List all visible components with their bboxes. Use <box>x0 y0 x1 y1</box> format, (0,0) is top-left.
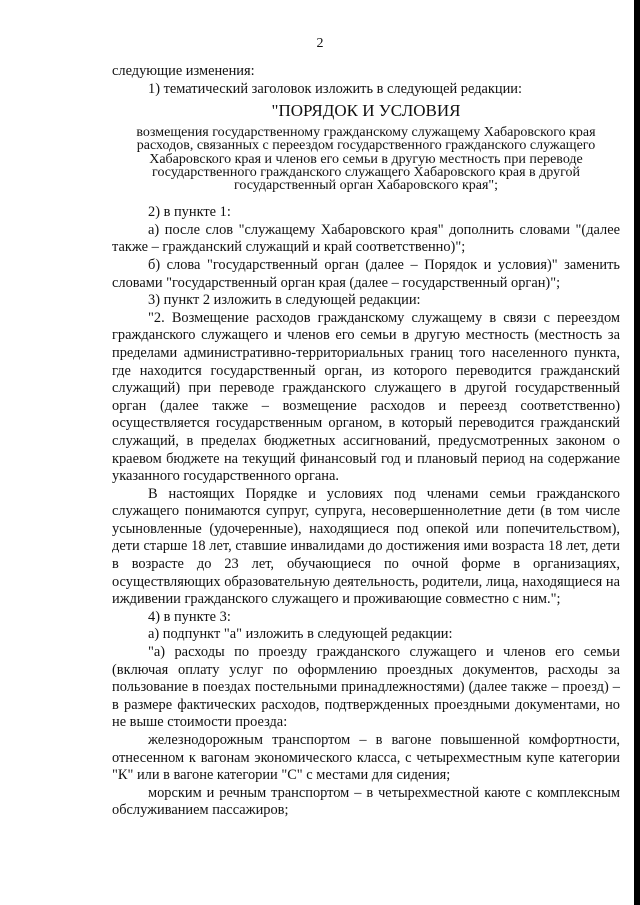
document-body <box>112 63 620 820</box>
section-title: "ПОРЯДОК И УСЛОВИЯ <box>271 101 461 121</box>
scan-edge <box>634 0 640 905</box>
railway-transport: железнодорожным транспортом – в вагоне повышенной комфортности, отнесенном к вагонам экономического класса, с четырехместным купе категории "К" или в вагоне категории "С" с местами для сидения; <box>112 732 620 784</box>
item-4a: а) подпункт "а" изложить в следующей редакции: <box>148 626 453 643</box>
section-subtitle: возмещения государственному гражданскому служащему Хабаровского края расходов, связанных с переездом государственного гражданского служащего Хабаровского края и членов его семьи в другую местность при переводе государственного гражданского служащего Хабаровского края в другой государственный орган Хабаровского края"; <box>136 125 596 193</box>
item-4-heading: 4) в пункте 3: <box>148 608 231 625</box>
item-3-heading: 3) пункт 2 изложить в следующей редакции: <box>148 292 421 309</box>
item-2b: б) слова "государственный орган (далее – Порядок и условия)" заменить словами "государственный орган края (далее – государственный орган)"; <box>112 256 620 291</box>
item-2-heading: 2) в пункте 1: <box>148 204 231 221</box>
intro-line: следующие изменения: <box>112 63 255 79</box>
subitem-a-text: "а) расходы по проезду гражданского служащего и членов его семьи (включая оплату услуг по оформлению проездных документов, расходы за пользование в поездах постельными принадлежностями) (далее также – проезд) – в размере фактических расходов, подтвержденных проездными документами, но не выше стоимости проезда: <box>112 644 620 731</box>
item-2a: а) после слов "служащему Хабаровского края" дополнить словами "(далее также – гражданский служащий и край соответственно)"; <box>112 221 620 256</box>
item-1-heading-change: 1) тематический заголовок изложить в следующей редакции: <box>148 80 523 97</box>
family-members-definition: В настоящих Порядке и условиях под членами семьи гражданского служащего понимаются супруг, супруга, несовершеннолетние дети (в том числе усыновленные (удочеренные), находящиеся под опекой или попечительством), дети старше 18 лет, ставшие инвалидами до достижения ими возраста 18 лет, дети в возрасте до 23 лет, обучающиеся по очной форме в организациях, осуществляющих образовательную деятельность, родители, лица, находящиеся на иждивении гражданского служащего и проживающие совместно с ним."; <box>112 485 620 608</box>
point-2-text: "2. Возмещение расходов гражданскому служащему в связи с переездом гражданского служащего и членов его семьи в другую местность (местность за пределами административно-территориальных границ того населенного пункта, где находится государственный орган, из которого переводится гражданский служащий) при переводе гражданского служащего в другой государственный орган (далее также – возмещение расходов и переезд соответственно) осуществляется государственным органом, в который переводится гражданский служащий, в пределах бюджетных ассигнований, предусмотренных законом о краевом бюджете на текущий финансовый год и плановый период на содержание указанного государственного органа. <box>112 309 620 485</box>
page-number: 2 <box>316 36 324 51</box>
sea-river-transport: морским и речным транспортом – в четырехместной каюте с комплексным обслуживанием пассажиров; <box>112 784 620 819</box>
